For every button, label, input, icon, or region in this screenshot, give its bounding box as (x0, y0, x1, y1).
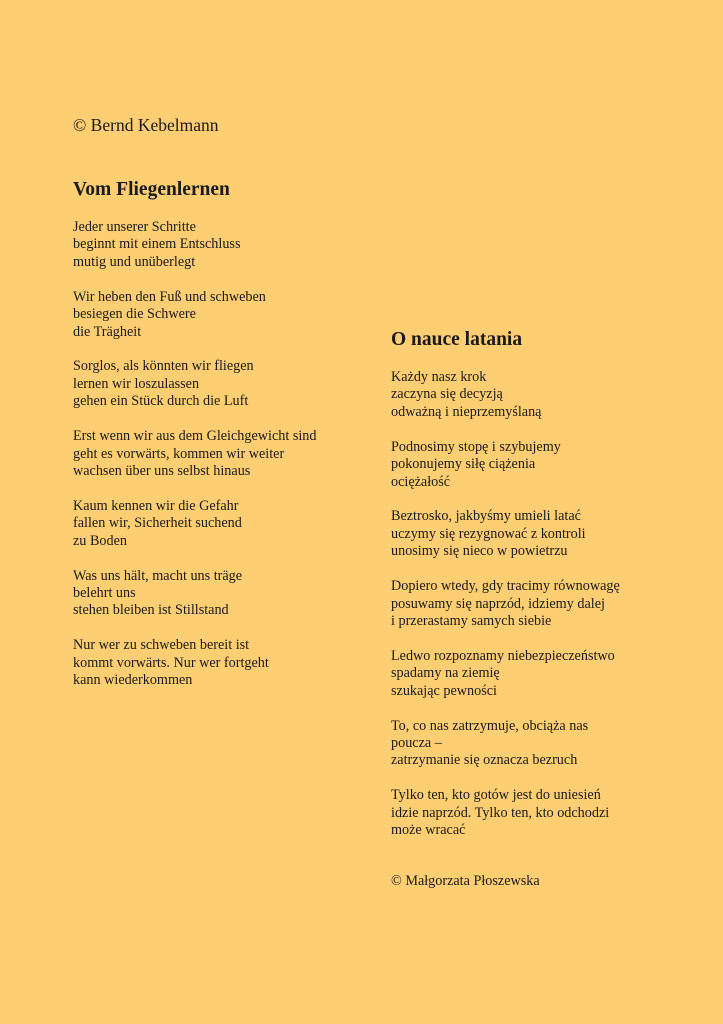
poem-line: Nur wer zu schweben bereit ist (73, 637, 250, 654)
copyright-top: © Bernd Kebelmann (73, 115, 219, 135)
poem-line: stehen bleiben ist Stillstand (73, 602, 229, 619)
stanza (73, 498, 393, 550)
poem-line: geht es vorwärts, kommen wir weiter (73, 445, 285, 462)
poem-line: beginnt mit einem Entschluss (73, 236, 241, 253)
poem-line: fallen wir, Sicherheit suchend (73, 515, 242, 532)
poem-line: kommt vorwärts. Nur wer fortgeht (73, 654, 269, 671)
poem-line: Jeder unserer Schritte (73, 219, 196, 235)
poem-line: uczymy się rezygnować z kontroli (391, 525, 586, 542)
poem-title-german: Vom Fliegenlernen (73, 179, 230, 200)
poem-line: To, co nas zatrzymuje, obciąża nas (391, 717, 589, 734)
poem-line: Ledwo rozpoznamy niebezpieczeństwo (391, 647, 615, 664)
poem-german (73, 178, 393, 707)
stanza (391, 648, 711, 700)
poem-line: gehen ein Stück durch die Luft (73, 393, 249, 410)
poem-line: szukając pewności (391, 682, 497, 699)
stanza (391, 508, 711, 560)
poem-line: i przerastamy samych siebie (391, 612, 552, 629)
poem-line: poucza – (391, 735, 442, 751)
poem-line: pokonujemy siłę ciążenia (391, 456, 536, 473)
poem-line: spadamy na ziemię (391, 665, 500, 682)
stanza (73, 568, 393, 620)
poem-line: idzie naprzód. Tylko ten, kto odchodzi (391, 804, 610, 821)
stanza (73, 637, 393, 689)
stanza (73, 358, 393, 410)
poem-line: ociężałość (391, 473, 451, 490)
poem-line: unosimy się nieco w powietrzu (391, 543, 568, 560)
poem-line: Kaum kennen wir die Gefahr (73, 497, 239, 514)
poem-line: kann wiederkommen (73, 672, 193, 689)
poem-line: Wir heben den Fuß und schweben (73, 288, 266, 305)
poem-line: Was uns hält, macht uns träge (73, 567, 243, 584)
poem-line: wachsen über uns selbst hinaus (73, 462, 251, 479)
stanza (73, 289, 393, 341)
poem-line: może wracać (391, 822, 466, 839)
poem-line: mutig und unüberlegt (73, 253, 196, 270)
poem-line: Każdy nasz krok (391, 369, 487, 385)
poem-line: besiegen die Schwere (73, 306, 196, 323)
poem-line: posuwamy się naprzód, idziemy dalej (391, 595, 605, 612)
poem-line: zu Boden (73, 532, 127, 549)
poem-line: Tylko ten, kto gotów jest do uniesień (391, 787, 601, 804)
poem-line: Erst wenn wir aus dem Gleichgewicht sind (73, 428, 317, 445)
poem-line: die Trägheit (73, 323, 142, 340)
copyright-bottom: © Małgorzata Płoszewska (391, 873, 540, 889)
poem-line: Beztrosko, jakbyśmy umieli latać (391, 508, 581, 525)
stanza (391, 718, 711, 770)
poem-line: Dopiero wtedy, gdy tracimy równowagę (391, 578, 620, 595)
poem-title-polish: O nauce latania (391, 329, 523, 350)
poem-line: Podnosimy stopę i szybujemy (391, 438, 561, 455)
poem-line: zaczyna się decyzją (391, 386, 503, 403)
poem-polish (391, 328, 711, 857)
poem-line: odważną i nieprzemyślaną (391, 403, 542, 420)
stanza (391, 787, 711, 839)
stanza (73, 219, 393, 271)
poem-line: belehrt uns (73, 585, 136, 601)
stanza (391, 369, 711, 421)
stanza (73, 428, 393, 480)
stanza (391, 578, 711, 630)
stanza (391, 439, 711, 491)
poem-line: Sorglos, als könnten wir fliegen (73, 358, 254, 375)
poem-line: lernen wir loszulassen (73, 375, 200, 392)
poem-line: zatrzymanie się oznacza bezruch (391, 752, 578, 769)
